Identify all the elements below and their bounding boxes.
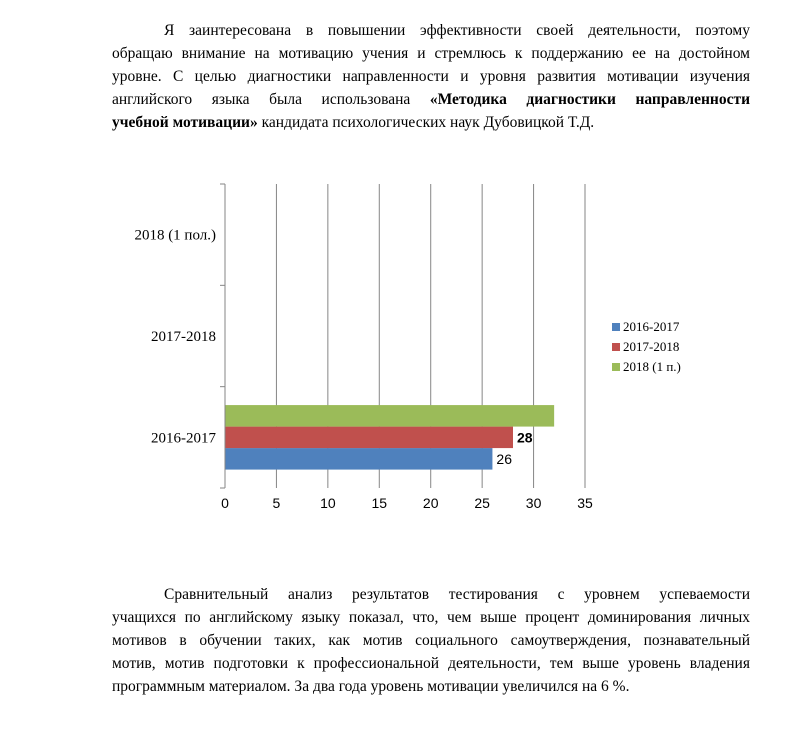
conclusion-line-4: мотив, мотив подготовки к профессиональной деятельности, тем выше уровень владения bbox=[112, 655, 750, 672]
x-tick-label: 35 bbox=[577, 495, 593, 511]
category-label: 2017-2018 bbox=[151, 329, 216, 345]
conclusion-line-2: учащихся по английскому языку показал, что, чем выше процент доминирования личных bbox=[112, 609, 750, 626]
x-tick-label: 25 bbox=[474, 495, 490, 511]
intro-line-1: Я заинтересована в повышении эффективности своей деятельности, поэтому bbox=[164, 22, 750, 39]
x-tick-label: 15 bbox=[371, 495, 388, 511]
bar-2017-2018 bbox=[225, 427, 513, 449]
category-label: 2016-2017 bbox=[151, 430, 216, 447]
conclusion-line-5: программным материалом. За два года уровень мотивации увеличился на 6 %. bbox=[112, 678, 630, 695]
data-label: 28 bbox=[517, 429, 533, 446]
x-tick-label: 20 bbox=[422, 495, 439, 511]
bar-2016-2017 bbox=[225, 448, 492, 470]
x-tick-label: 10 bbox=[320, 495, 336, 511]
conclusion-line-3: мотивов в обучении таких, как мотив социального самоутверждения, познавательный bbox=[112, 632, 750, 649]
x-tick-label: 5 bbox=[272, 495, 281, 511]
legend-swatch bbox=[612, 323, 620, 331]
data-label: 26 bbox=[496, 450, 513, 467]
bar-2018 (1 п.) bbox=[225, 405, 554, 427]
legend-label: 2018 (1 п.) bbox=[623, 359, 681, 374]
intro-line-2: обращаю внимание на мотивацию учения и стремлюсь к поддержанию ее на достойном bbox=[112, 45, 750, 62]
x-tick-label: 0 bbox=[221, 495, 229, 511]
intro-line-5: учебной мотивации» кандидата психологических наук Дубовицкой Т.Д. bbox=[112, 114, 595, 131]
x-tick-label: 30 bbox=[525, 495, 542, 511]
conclusion-paragraph bbox=[112, 583, 750, 698]
legend-swatch bbox=[612, 363, 620, 371]
intro-line-4: английского языка была использована «Методика диагностики направленности bbox=[112, 91, 750, 108]
category-label: 2018 (1 пол.) bbox=[134, 227, 216, 244]
method-title-part1: «Методика диагностики направленности bbox=[429, 91, 750, 108]
conclusion-line-1: Сравнительный анализ результатов тестирования с уровнем успеваемости bbox=[164, 586, 750, 603]
legend-swatch bbox=[612, 343, 620, 351]
intro-line-3: уровне. С целью диагностики направленности и уровня развития мотивации изучения bbox=[112, 68, 750, 85]
legend-label: 2016-2017 bbox=[623, 319, 680, 334]
method-title-part2: учебной мотивации» bbox=[112, 114, 258, 131]
legend-label: 2017-2018 bbox=[623, 339, 680, 354]
